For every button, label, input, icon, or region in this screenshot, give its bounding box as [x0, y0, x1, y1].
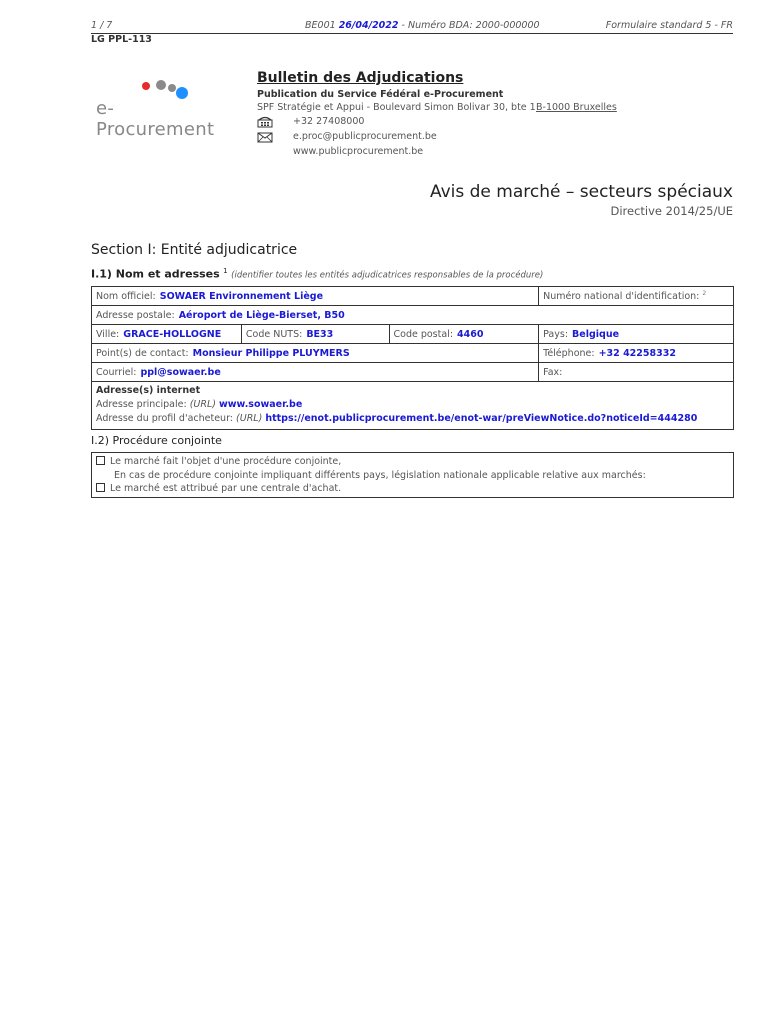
nom-officiel-value: SOWAER Environnement Liège: [159, 290, 324, 302]
bulletin-phone: +32 27408000: [293, 116, 365, 127]
adresse-label: Adresse postale:: [96, 309, 175, 321]
telephone-label: Téléphone:: [543, 347, 595, 359]
principale-line: [96, 398, 729, 412]
section-title: Section I: Entité adjudicatrice: [91, 242, 298, 258]
numero-national-cell: [539, 287, 734, 306]
logo-text: e-Procurement: [96, 98, 215, 140]
bulletin-subtitle: Publication du Service Fédéral e-Procurement: [257, 89, 504, 100]
page-number: 1 / 7: [91, 20, 113, 31]
reference-prefix: BE001: [305, 20, 336, 31]
internet-label: Adresse(s) internet: [96, 385, 201, 396]
postal-label: Code postal:: [393, 328, 454, 340]
numero-national-footnote-ref: 2: [702, 289, 707, 297]
table-row: [92, 306, 734, 325]
notice-title: Avis de marché – secteurs spéciaux: [429, 182, 733, 202]
procedure-conjointe-box: [91, 452, 734, 498]
pays-value: Belgique: [572, 328, 620, 340]
nuts-value: BE33: [306, 328, 334, 340]
logo-dot-grey-2: [168, 84, 176, 92]
nuts-label: Code NUTS:: [245, 328, 303, 340]
fax-phone-icon: [257, 116, 273, 128]
pays-cell: [539, 325, 734, 344]
i1-note: (identifier toutes les entités adjudicatrices responsables de la procédure): [231, 270, 544, 281]
bda-number: - Numéro BDA: 2000-000000: [401, 20, 540, 31]
telephone-cell: [539, 344, 734, 363]
profil-link[interactable]: https://enot.publicprocurement.be/enot-war/preViewNotice.do?noticeId=444280: [265, 413, 698, 424]
fax-label: Fax:: [543, 366, 563, 378]
adresse-cell: [92, 306, 734, 325]
pays-label: Pays:: [543, 328, 569, 340]
central-purchasing-text: Le marché est attribué par une centrale d'achat.: [110, 483, 342, 494]
joint-procedure-option: [96, 456, 341, 467]
table-row: [92, 363, 734, 382]
bulletin-website[interactable]: www.publicprocurement.be: [293, 146, 424, 157]
postal-value: 4460: [457, 328, 484, 340]
principale-link[interactable]: www.sowaer.be: [218, 399, 303, 410]
contact-label: Point(s) de contact:: [96, 347, 189, 359]
joint-procedure-note: En cas de procédure conjointe impliquant différents pays, législation nationale applicable relative aux marchés:: [114, 470, 646, 481]
bulletin-city: B-1000 Bruxelles: [536, 102, 617, 113]
postal-cell: [389, 325, 539, 344]
telephone-value: +32 42258332: [598, 347, 676, 359]
nom-officiel-cell: [92, 287, 539, 306]
courriel-value[interactable]: ppl@sowaer.be: [140, 366, 221, 378]
profil-label: Adresse du profil d'acheteur:: [96, 413, 234, 424]
entity-table: [91, 286, 734, 430]
courriel-label: Courriel:: [96, 366, 137, 378]
header-divider: [91, 33, 733, 34]
form-code: LG PPL-113: [91, 34, 152, 45]
central-purchasing-option: [96, 483, 341, 494]
table-row: [92, 344, 734, 363]
notice-directive: Directive 2014/25/UE: [610, 204, 733, 218]
logo-dots: [142, 78, 192, 94]
fax-cell: [539, 363, 734, 382]
bulletin-title: Bulletin des Adjudications: [257, 70, 464, 86]
e-procurement-logo: [94, 78, 224, 140]
envelope-icon: [257, 131, 273, 143]
table-row: [92, 287, 734, 306]
nom-officiel-label: Nom officiel:: [96, 290, 156, 302]
logo-dot-grey-1: [156, 80, 166, 90]
i1-footnote-ref: 1: [223, 267, 228, 275]
reference: [305, 20, 540, 31]
publication-date: 26/04/2022: [338, 20, 399, 31]
table-row: [92, 382, 734, 430]
ville-label: Ville:: [96, 328, 120, 340]
central-purchasing-checkbox[interactable]: [96, 483, 105, 492]
joint-procedure-text: Le marché fait l'objet d'une procédure conjointe,: [110, 456, 342, 467]
internet-cell: [92, 382, 734, 430]
i1-label: I.1) Nom et adresses: [91, 267, 220, 281]
logo-dot-red: [142, 82, 150, 90]
form-name: Formulaire standard 5 - FR: [605, 20, 733, 31]
contact-cell: [92, 344, 539, 363]
ville-value: GRACE-HOLLOGNE: [123, 328, 222, 340]
numero-national-label: Numéro national d'identification:: [543, 291, 700, 303]
contact-value: Monsieur Philippe PLUYMERS: [192, 347, 350, 359]
profil-line: [96, 412, 729, 426]
table-row: [92, 325, 734, 344]
subsection-i1-title: [91, 267, 543, 281]
joint-procedure-checkbox[interactable]: [96, 456, 105, 465]
bulletin-address: SPF Stratégie et Appui - Boulevard Simon Bolivar 30, bte 1: [257, 102, 536, 113]
principale-label: Adresse principale:: [96, 399, 187, 410]
page-header: [91, 20, 733, 34]
nuts-cell: [241, 325, 389, 344]
principale-url-tag: (URL): [189, 399, 216, 410]
subsection-i2-title: I.2) Procédure conjointe: [91, 434, 222, 447]
courriel-cell: [92, 363, 539, 382]
bulletin-email[interactable]: e.proc@publicprocurement.be: [293, 131, 437, 142]
profil-url-tag: (URL): [236, 413, 263, 424]
adresse-value: Aéroport de Liège-Bierset, B50: [178, 309, 345, 321]
ville-cell: [92, 325, 242, 344]
